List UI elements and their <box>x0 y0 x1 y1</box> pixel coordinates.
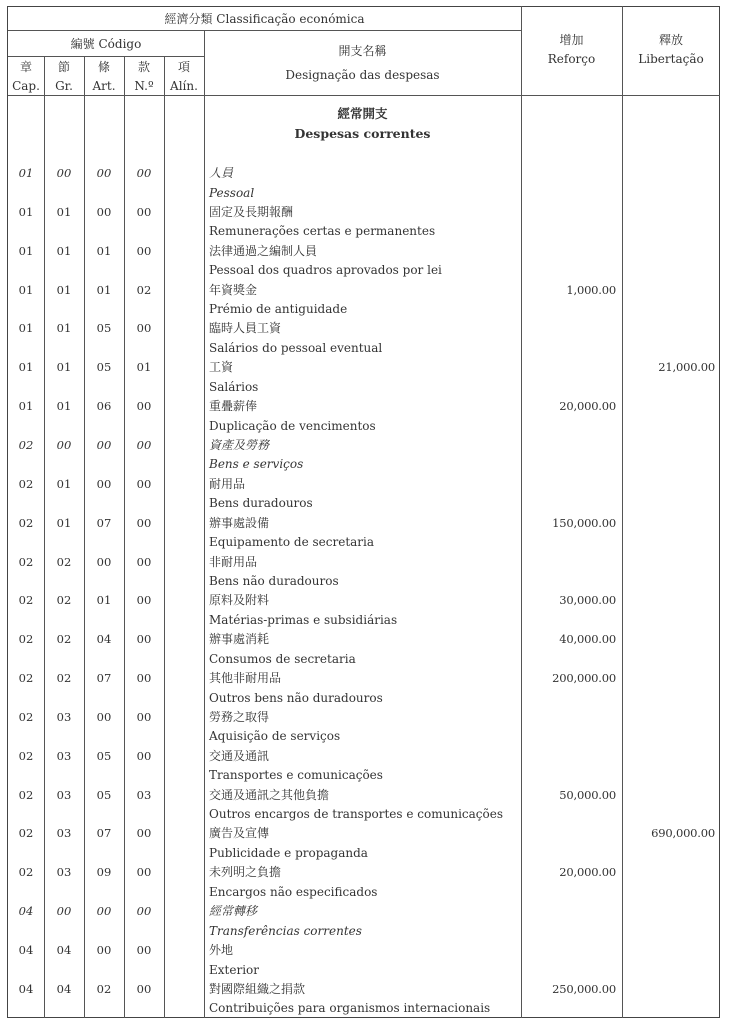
designation-pt: Contribuições para organismos internacionais <box>209 1001 491 1016</box>
code-n: 00 <box>136 748 152 763</box>
code-gr: 01 <box>56 476 72 491</box>
code-n: 00 <box>136 204 152 219</box>
code-cap: 02 <box>18 826 34 841</box>
code-cap: 01 <box>18 166 34 180</box>
code-art: 05 <box>96 321 112 336</box>
code-art: 07 <box>96 515 112 530</box>
designation-zh: 未列明之負擔 <box>209 865 282 880</box>
designation-pt: Bens não duradouros <box>209 574 339 588</box>
section-title-zh: 經常開支 <box>337 106 388 121</box>
code-cap: 02 <box>18 748 34 763</box>
code-n: 00 <box>136 904 152 919</box>
designation-pt: Exterior <box>209 962 259 977</box>
designation-pt: Outros encargos de transportes e comunicações <box>209 807 503 822</box>
code-gr: 00 <box>56 437 72 452</box>
code-n: 02 <box>136 282 152 297</box>
code-gr: 03 <box>56 826 72 841</box>
code-art: 05 <box>96 360 112 375</box>
reforco-value: 20,000.00 <box>559 865 616 880</box>
code-n: 00 <box>136 476 152 491</box>
reforco-value: 20,000.00 <box>559 399 616 414</box>
designation-pt: Pessoal dos quadros aprovados por lei <box>209 263 442 278</box>
code-gr: 01 <box>56 399 72 414</box>
libertacao-value: 690,000.00 <box>651 826 715 841</box>
designation-zh: 其他非耐用品 <box>209 671 282 686</box>
designation-zh: 耐用品 <box>209 476 246 491</box>
designation-pt: Transportes e comunicações <box>209 768 383 783</box>
code-cap: 02 <box>18 632 34 647</box>
code-cap: 01 <box>18 243 34 258</box>
reforco-value: 30,000.00 <box>559 593 616 608</box>
designation-zh: 重疊薪俸 <box>209 399 258 414</box>
designation-zh: 資產及勞務 <box>209 437 270 452</box>
code-art: 01 <box>96 243 112 258</box>
code-gr: 02 <box>56 671 72 686</box>
code-cap: 02 <box>18 709 34 724</box>
code-art: 01 <box>96 282 112 297</box>
col-alin-pt: Alín. <box>170 79 198 93</box>
code-n: 00 <box>136 865 152 880</box>
designation-pt: Publicidade e propaganda <box>209 845 368 860</box>
code-cap: 02 <box>18 865 34 880</box>
designation-zh: 廣告及宣傳 <box>209 826 270 841</box>
code-n: 00 <box>136 515 152 530</box>
col-gr-zh: 節 <box>57 60 70 74</box>
col-gr-pt: Gr. <box>55 79 73 93</box>
code-n: 00 <box>136 826 152 841</box>
code-art: 07 <box>96 826 112 841</box>
code-gr: 02 <box>56 632 72 647</box>
code-n: 00 <box>136 943 152 957</box>
designation-pt: Salários do pessoal eventual <box>209 340 383 355</box>
code-n: 00 <box>136 593 152 608</box>
header-bottom-line <box>8 95 720 96</box>
code-art: 07 <box>96 671 112 686</box>
code-gr: 00 <box>56 166 72 180</box>
reforco-value: 200,000.00 <box>552 671 616 686</box>
col-line-5 <box>204 30 205 1018</box>
code-n: 00 <box>136 554 152 569</box>
code-n: 00 <box>136 166 152 180</box>
code-art: 09 <box>96 865 112 880</box>
code-cap: 04 <box>18 981 34 996</box>
col-art-pt: Art. <box>92 79 116 93</box>
code-art: 01 <box>96 593 112 608</box>
reforco-header-zh: 增加 <box>559 33 584 47</box>
code-art: 00 <box>96 166 112 180</box>
designation-pt: Bens e serviços <box>209 457 304 472</box>
designation-zh: 辦事處消耗 <box>209 632 270 647</box>
designation-header-zh: 開支名稱 <box>338 44 387 58</box>
code-n: 00 <box>136 632 152 647</box>
code-cap: 01 <box>18 360 34 375</box>
code-gr: 04 <box>56 981 72 996</box>
designation-zh: 臨時人員工資 <box>209 321 282 336</box>
header-divider-classification <box>8 30 521 31</box>
code-gr: 03 <box>56 865 72 880</box>
designation-zh: 對國際組織之捐款 <box>209 981 306 996</box>
code-cap: 02 <box>18 593 34 608</box>
libertacao-header-pt: Libertação <box>638 52 704 66</box>
col-line-7 <box>622 6 623 1018</box>
designation-zh: 交通及通訊之其他負擔 <box>209 787 330 802</box>
designation-pt: Remunerações certas e permanentes <box>209 224 436 239</box>
code-art: 00 <box>96 709 112 724</box>
code-gr: 02 <box>56 593 72 608</box>
code-gr: 03 <box>56 709 72 724</box>
designation-pt: Consumos de secretaria <box>209 651 356 666</box>
col-art-zh: 條 <box>97 60 110 74</box>
designation-zh: 原料及附料 <box>209 593 270 608</box>
code-gr: 00 <box>56 904 72 919</box>
code-header: 編號 Código <box>70 37 142 51</box>
code-gr: 02 <box>56 554 72 569</box>
code-art: 04 <box>96 632 112 647</box>
designation-pt: Pessoal <box>209 185 255 200</box>
code-gr: 03 <box>56 748 72 763</box>
designation-zh: 工資 <box>209 360 234 375</box>
classification-header: 經濟分類 Classificação económica <box>164 12 365 26</box>
code-art: 05 <box>96 787 112 802</box>
designation-header-pt: Designação das despesas <box>285 68 440 82</box>
reforco-value: 50,000.00 <box>559 787 616 802</box>
code-gr: 01 <box>56 243 72 258</box>
header-divider-code <box>8 56 204 57</box>
code-art: 00 <box>96 904 112 919</box>
reforco-value: 40,000.00 <box>559 632 616 647</box>
code-cap: 01 <box>18 204 34 219</box>
section-title-pt: Despesas correntes <box>294 126 431 141</box>
code-cap: 02 <box>18 554 34 569</box>
code-n: 00 <box>136 321 152 336</box>
designation-pt: Salários <box>209 379 259 394</box>
designation-zh: 年資獎金 <box>209 282 258 297</box>
libertacao-header-zh: 釋放 <box>658 33 683 47</box>
designation-zh: 人員 <box>209 166 234 180</box>
col-cap-zh: 章 <box>19 60 32 74</box>
code-art: 00 <box>96 476 112 491</box>
designation-pt: Matérias-primas e subsidiárias <box>209 612 398 627</box>
designation-pt: Prémio de antiguidade <box>209 302 348 317</box>
designation-zh: 辦事處設備 <box>209 515 270 530</box>
reforco-value: 250,000.00 <box>552 981 616 996</box>
designation-zh: 交通及通訊 <box>209 748 270 763</box>
designation-pt: Duplicação de vencimentos <box>209 418 376 433</box>
reforco-header-pt: Reforço <box>547 52 596 66</box>
col-n-zh: 款 <box>137 60 150 74</box>
code-n: 03 <box>136 787 152 802</box>
code-cap: 01 <box>18 399 34 414</box>
designation-pt: Equipamento de secretaria <box>209 535 375 550</box>
code-art: 06 <box>96 399 112 414</box>
code-gr: 01 <box>56 515 72 530</box>
col-line-6 <box>521 6 522 1018</box>
code-cap: 04 <box>18 904 34 919</box>
code-n: 00 <box>136 981 152 996</box>
designation-zh: 經常轉移 <box>209 904 258 919</box>
code-cap: 02 <box>18 476 34 491</box>
designation-pt: Encargos não especificados <box>209 884 378 899</box>
code-cap: 02 <box>18 437 34 452</box>
col-alin-zh: 項 <box>177 60 190 74</box>
code-gr: 01 <box>56 282 72 297</box>
designation-zh: 勞務之取得 <box>209 709 270 724</box>
code-art: 00 <box>96 943 112 957</box>
code-art: 05 <box>96 748 112 763</box>
col-line-4 <box>164 56 165 1018</box>
code-cap: 01 <box>18 282 34 297</box>
code-art: 00 <box>96 204 112 219</box>
code-n: 00 <box>136 437 152 452</box>
code-cap: 02 <box>18 671 34 686</box>
code-gr: 01 <box>56 204 72 219</box>
designation-pt: Bens duradouros <box>209 496 313 511</box>
code-n: 00 <box>136 243 152 258</box>
code-n: 00 <box>136 709 152 724</box>
col-cap-pt: Cap. <box>12 79 40 93</box>
code-gr: 01 <box>56 360 72 375</box>
code-cap: 04 <box>18 943 34 957</box>
designation-pt: Outros bens não duradouros <box>209 690 383 705</box>
code-n: 00 <box>136 671 152 686</box>
designation-zh: 法律通過之編制人員 <box>209 243 318 258</box>
designation-zh: 外地 <box>209 943 234 957</box>
designation-zh: 固定及長期報酬 <box>209 204 294 219</box>
code-art: 02 <box>96 981 112 996</box>
designation-pt: Transferências correntes <box>209 923 362 938</box>
designation-zh: 非耐用品 <box>209 554 258 569</box>
code-cap: 01 <box>18 321 34 336</box>
code-cap: 02 <box>18 787 34 802</box>
libertacao-value: 21,000.00 <box>658 360 715 375</box>
code-art: 00 <box>96 437 112 452</box>
reforco-value: 1,000.00 <box>566 282 616 297</box>
col-n-pt: N.º <box>134 79 154 93</box>
code-n: 01 <box>136 360 152 375</box>
code-gr: 04 <box>56 943 72 957</box>
designation-pt: Aquisição de serviços <box>209 729 341 744</box>
code-gr: 01 <box>56 321 72 336</box>
reforco-value: 150,000.00 <box>552 515 616 530</box>
code-cap: 02 <box>18 515 34 530</box>
code-art: 00 <box>96 554 112 569</box>
code-n: 00 <box>136 399 152 414</box>
code-gr: 03 <box>56 787 72 802</box>
